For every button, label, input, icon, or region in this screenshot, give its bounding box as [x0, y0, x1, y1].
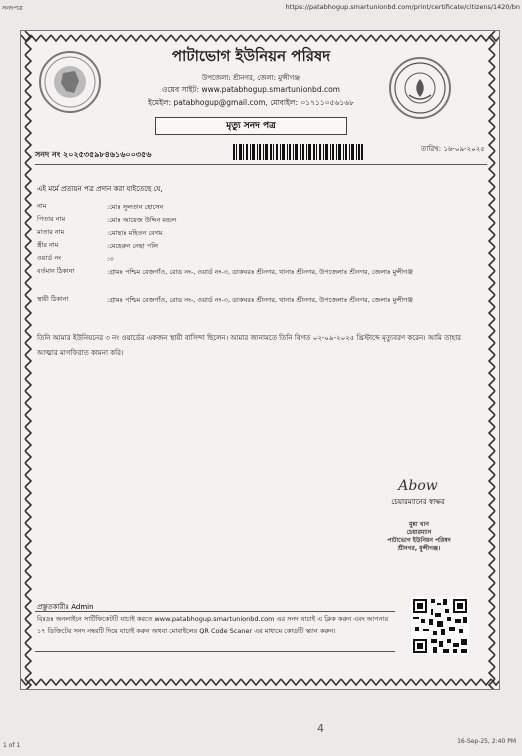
verification-note: বিঃদ্রঃ অনলাইনে সার্টিফিকেটটি যাচাই করতে www.patabhogup.smartunionbd.com এর সনদ যাচাই এ ক্লিক করুন এবং আপনার ১৭ ডিজিটের সনদ নম্বরটি দিয়ে যাচাই করুন অথবা মোবাইলের QR Code Scaner এর মাধ্যমে কোডটি স্ক্যান করুন।: [37, 615, 389, 635]
field-label: স্ত্রীর নাম: [37, 241, 59, 249]
prepared-by: প্রস্তুতকারীঃ Admin: [37, 603, 94, 611]
certificate-number: সনদ নং ২০২৫৩৫৯৮৪৬১৬০০৩৫৬: [35, 150, 152, 159]
field-value: :মেহেরুন নেছা পলি: [107, 242, 158, 250]
stamp-line: মুন্না খান: [409, 521, 429, 528]
handwritten-page-mark: 4: [317, 722, 324, 735]
field-value: :মোঃ আয়েজ উদ্দিন মন্ডল: [107, 216, 177, 224]
stamp-line: চেয়ারম্যান: [406, 529, 432, 536]
border-pattern-bottom: [21, 677, 500, 687]
signature-block: [363, 478, 473, 508]
print-header-url: https://patabhogup.smartunionbd.com/print/certificate/citizens/1420/bn: [285, 3, 520, 11]
certificate-intro: এই মর্মে প্রত্যয়ন পত্র প্রদান করা যাইতেছে যে,: [37, 185, 163, 193]
union-contact: ইমেইল: patabhogup@gmail.com, মোবাইল: ০১৭১১০৫৬১৬৮: [148, 98, 354, 107]
divider: [35, 651, 395, 652]
print-footer-page: 1 of 1: [3, 742, 21, 749]
union-seal-icon: [389, 57, 451, 119]
field-label: পিতার নাম: [37, 215, 66, 223]
certificate-title: মৃত্যু সনদ পত্র: [155, 117, 347, 135]
union-header: [101, 45, 401, 110]
divider: [35, 164, 487, 165]
government-logo-icon: [39, 51, 101, 113]
union-website: ওয়েব সাইট: www.patabhogup.smartunionbd.com: [162, 85, 340, 94]
union-title: পাটাভোগ ইউনিয়ন পরিষদ: [171, 47, 331, 65]
field-label: স্থায়ী ঠিকানা: [37, 295, 69, 303]
print-header-title: সনদপত্র: [2, 4, 23, 12]
chairman-signature: Abow: [398, 478, 438, 494]
browser-print-footer: [0, 736, 522, 756]
print-footer-datetime: 16-Sep-25, 2:40 PM: [457, 738, 516, 745]
border-pattern-right: [487, 31, 497, 690]
field-label: বর্তমান ঠিকানা: [37, 267, 75, 275]
border-pattern-top: [21, 33, 500, 43]
certificate-date: তারিখ: ১৬-০৯-২০২৫: [421, 145, 485, 153]
stamp-line: পাটাভোগ ইউনিয়ন পরিষদ: [387, 537, 451, 544]
browser-print-header: [0, 0, 522, 14]
certificate-body-text: তিনি আমার ইউনিয়নের ৩ নং ওয়ার্ডের একজন স্থায়ী বাসিন্দা ছিলেন। আমার জানামতে তিনি বিগত ০২-০৯-২০২৫ খ্রিস্টাব্দে মৃত্যুবরণ করেন। আমি তাহার আত্মার মাগফিরাত কামনা করি।: [37, 334, 461, 357]
field-value: :মোঃ সুলতান হোসেন: [107, 203, 164, 211]
field-label: ওয়ার্ড নং: [37, 254, 62, 262]
field-value: :৩: [107, 255, 114, 263]
field-label: মাতার নাম: [37, 228, 65, 236]
divider: [35, 611, 395, 612]
field-label: নাম: [37, 202, 47, 210]
union-subtitle: উপজেলা: শ্রীনগর, জেলা: মুন্সীগঞ্জ: [201, 74, 301, 82]
field-value: :গ্রামঃ পশ্চিম বেজগাঁও, রোড নং-, ওয়ার্ড নং-৩, ডাকঘরঃ শ্রীনগর, থানাঃ শ্রীনগর, উপজেলাঃ শ্রীনগর, জেলাঃ মুন্সীগঞ্জ: [107, 268, 413, 276]
signature-caption: চেয়ারম্যানের স্বাক্ষর: [391, 498, 445, 506]
stamp-line: শ্রীনগর, মুন্সীগঞ্জ।: [397, 545, 441, 552]
field-value: :মোছাঃ মহিতন বেগম: [107, 229, 163, 237]
field-value: :গ্রামঃ পশ্চিম বেজগাঁও, রোড নং-, ওয়ার্ড নং-৩, ডাকঘরঃ শ্রীনগর, থানাঃ শ্রীনগর, উপজেলাঃ শ্রীনগর, জেলাঃ মুন্সীগঞ্জ: [107, 296, 413, 304]
border-pattern-left: [23, 31, 33, 690]
certificate-frame: [20, 30, 500, 690]
chairman-stamp: [367, 521, 471, 553]
barcode-icon: [233, 144, 363, 160]
qr-code-icon: [411, 597, 469, 655]
